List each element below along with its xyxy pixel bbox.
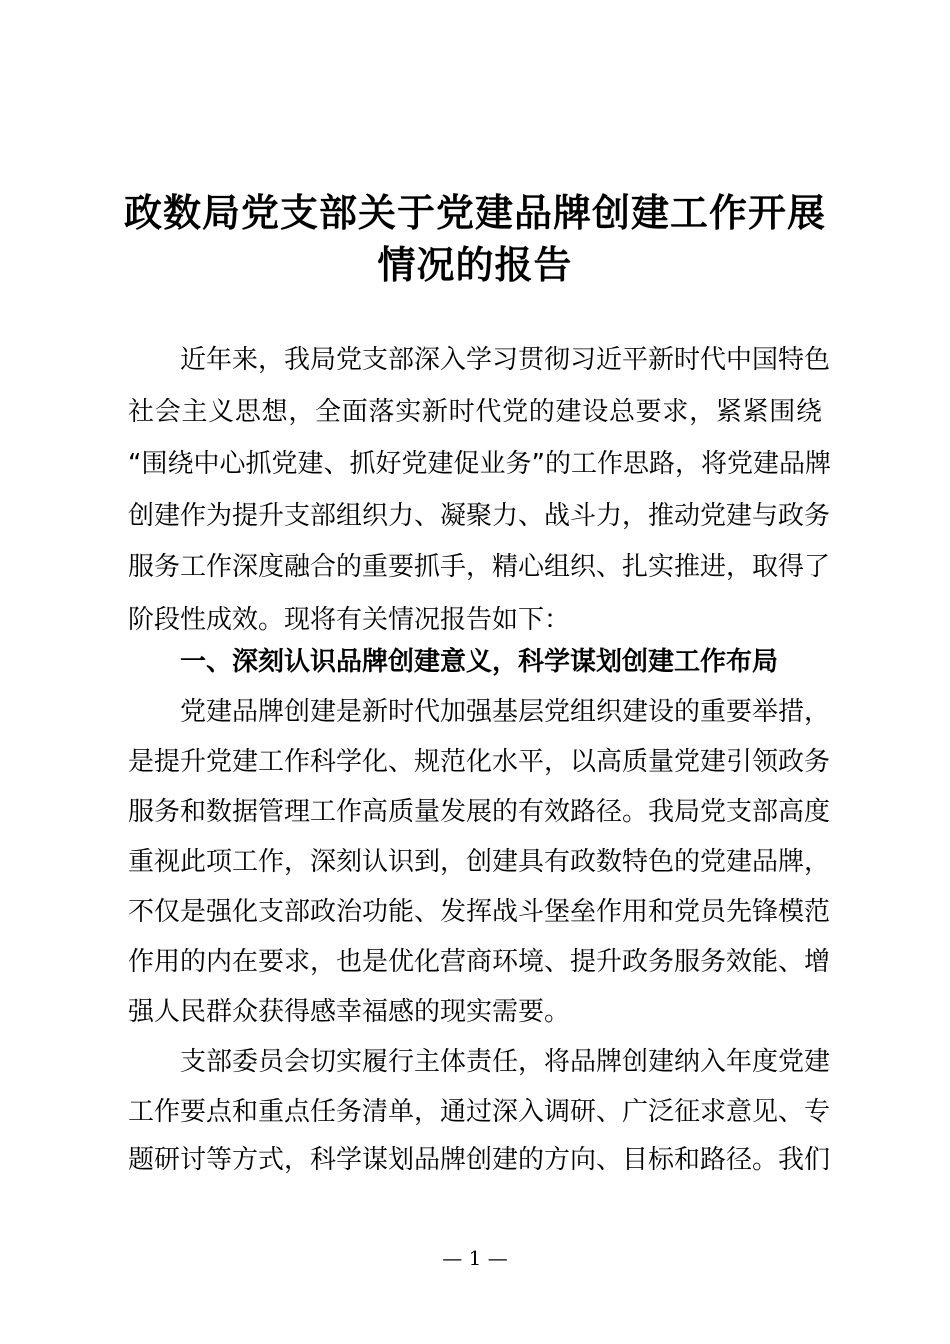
text-line: 创建作为提升支部组织力、凝聚力、战斗力，推动党建与政务 [128,501,831,531]
text-line: 作用的内在要求，也是优化营商环境、提升政务服务效能、增 [128,947,831,977]
text-line: 服务工作深度融合的重要抓手，精心组织、扎实推进，取得了 [128,552,831,582]
text-line: 题研讨等方式，科学谋划品牌创建的方向、目标和路径。我们 [128,1145,831,1175]
text-line: 是提升党建工作科学化、规范化水平，以高质量党建引领政务 [128,747,831,777]
heading-text: 一、深刻认识品牌创建意义，科学谋划创建工作布局 [180,647,779,677]
title-line-2: 情况的报告 [377,242,573,287]
text-line: 阶段性成效。现将有关情况报告如下： [128,605,571,635]
text-line: 不仅是强化支部政治功能、发挥战斗堡垒作用和党员先锋模范 [128,897,831,927]
text-line: “围绕中心抓党建、抓好党建促业务”的工作思路，将党建品牌 [128,449,831,479]
page-number: — 1 — [442,1246,508,1270]
text-line: 服务和数据管理工作高质量发展的有效路径。我局党支部高度 [128,797,831,827]
text-line: 工作要点和重点任务清单，通过深入调研、广泛征求意见、专 [128,1097,831,1127]
text-line: 社会主义思想，全面落实新时代党的建设总要求，紧紧围绕 [128,397,822,427]
text-line: 强人民群众获得感幸福感的现实需要。 [128,997,571,1027]
title-line-1: 政数局党支部关于党建品牌创建工作开展 [123,190,826,235]
text-line: 近年来，我局党支部深入学习贯彻习近平新时代中国特色 [180,345,831,375]
text-line: 重视此项工作，深刻认识到，创建具有政数特色的党建品牌， [128,847,831,877]
text-line: 支部委员会切实履行主体责任，将品牌创建纳入年度党建 [180,1047,831,1077]
text-line: 党建品牌创建是新时代加强基层党组织建设的重要举措， [180,697,831,727]
